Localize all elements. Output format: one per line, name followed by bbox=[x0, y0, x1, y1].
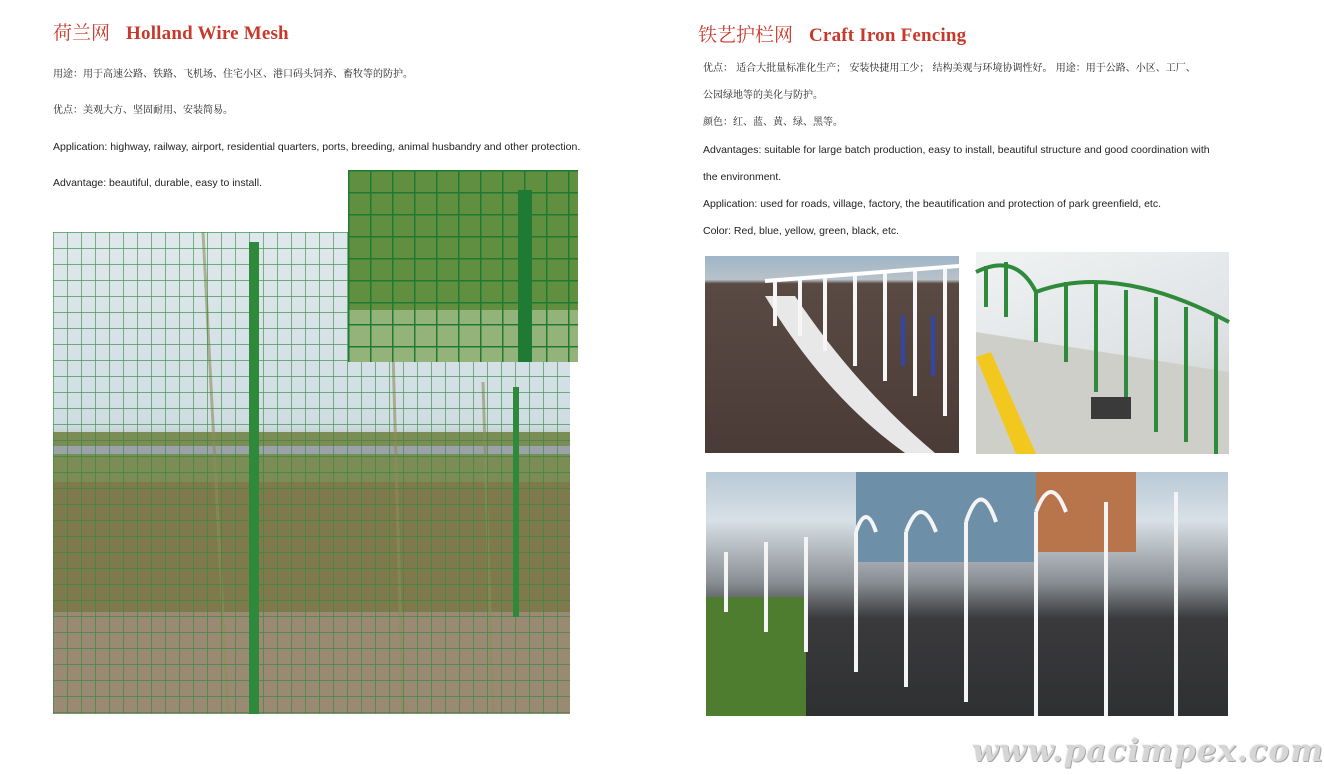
holland-wire-mesh-title bbox=[53, 18, 289, 45]
color-cn-text: 颜色：红、蓝、黄、绿、黑等。 bbox=[703, 117, 843, 128]
advantage-cn-line1: 优点： 适合大批量标准化生产； 安装快捷用工少； 结构美观与环境协调性好。 用途：用于公路、小区、工厂、 bbox=[703, 63, 1196, 74]
advantages-en-line2: the environment. bbox=[703, 171, 782, 183]
usage-cn-text: 用途：用于高速公路、铁路、飞机场、住宅小区、港口码头饲养、畜牧等的防护。 bbox=[53, 69, 413, 80]
advantages-en-line1: Advantages: suitable for large batch production, easy to install, beautiful structure and good coordination with bbox=[703, 144, 1210, 156]
color-en-text: Color: Red, blue, yellow, green, black, etc. bbox=[703, 225, 900, 237]
application-en-text: Application: used for roads, village, factory, the beautification and protection of park greenfield, etc. bbox=[703, 198, 1161, 210]
advantage-en-text: Advantage: beautiful, durable, easy to install. bbox=[53, 177, 262, 189]
green-iron-fence-photo bbox=[976, 252, 1229, 454]
title-en: Holland Wire Mesh bbox=[126, 23, 289, 44]
title-en: Craft Iron Fencing bbox=[809, 25, 967, 46]
title-cn: 荷兰网 bbox=[53, 22, 111, 44]
craft-iron-fencing-title bbox=[698, 20, 966, 47]
advantage-cn-text: 优点：美观大方、坚固耐用、安装简易。 bbox=[53, 105, 233, 116]
website-watermark: www.pacimpex.com bbox=[972, 733, 1324, 769]
advantage-cn-line2: 公园绿地等的美化与防护。 bbox=[703, 90, 823, 101]
white-road-fence-photo bbox=[705, 256, 959, 453]
title-cn: 铁艺护栏网 bbox=[698, 24, 794, 46]
application-en-text: Application: highway, railway, airport, residential quarters, ports, breeding, animal husbandry and other protection. bbox=[53, 141, 581, 153]
white-street-fence-photo bbox=[706, 472, 1228, 716]
mesh-closeup-photo bbox=[348, 170, 578, 362]
